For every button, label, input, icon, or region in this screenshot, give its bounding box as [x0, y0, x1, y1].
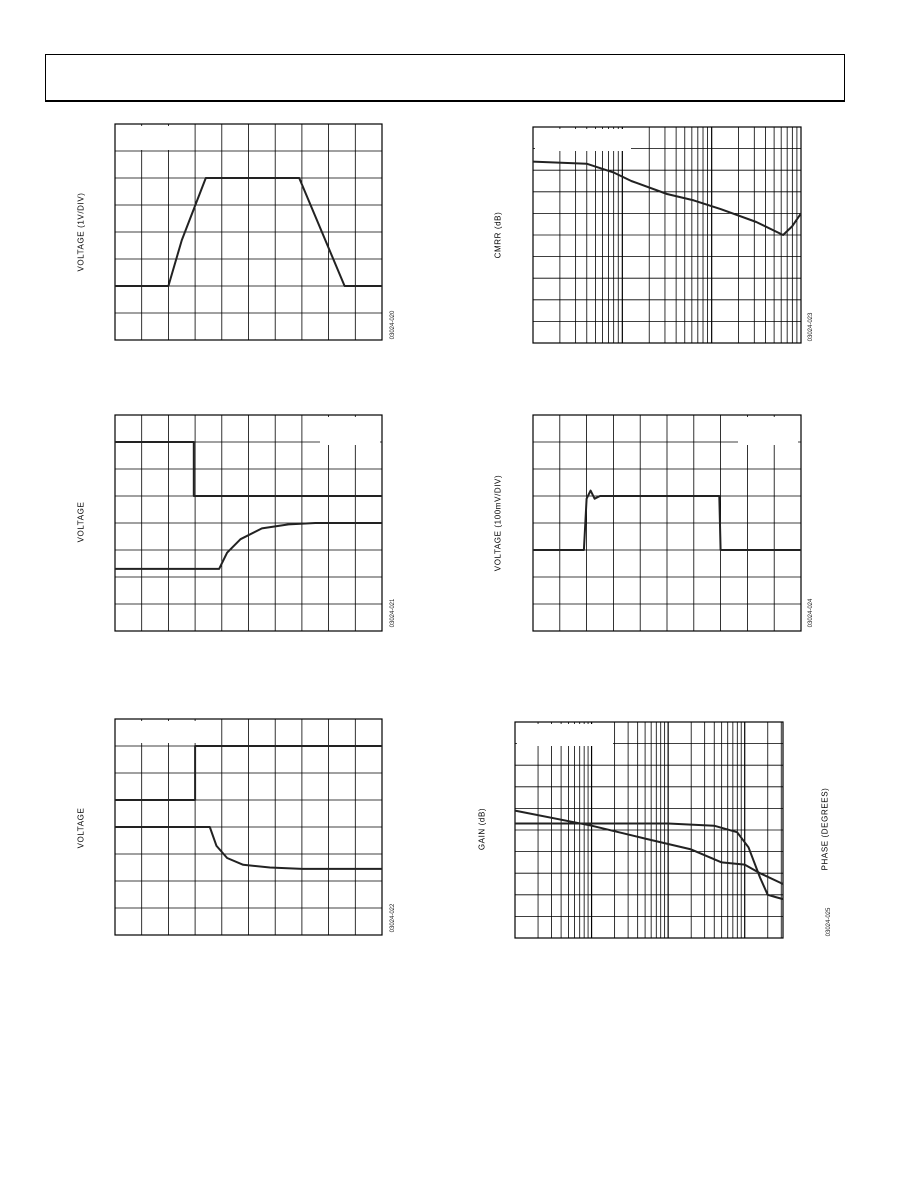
figure-id: 03024-021: [390, 598, 396, 628]
figure-id: 03024-024: [808, 598, 814, 628]
y-axis-label: GAIN (dB): [477, 807, 487, 851]
y-axis-label: VOLTAGE (1V/DIV): [76, 192, 86, 272]
figure-id: 03024-020: [390, 310, 396, 340]
figure-id: 03024-025: [826, 907, 832, 937]
y-axis-label-secondary: PHASE (DEGREES): [820, 787, 830, 871]
y-axis-label: VOLTAGE (100mV/DIV): [493, 474, 503, 572]
figure-id: 03024-023: [808, 312, 814, 342]
y-axis-label: CMRR (dB): [493, 211, 503, 259]
figure-id: 03024-022: [390, 903, 396, 933]
series-line-2: [515, 824, 783, 900]
y-axis-label: VOLTAGE: [76, 807, 86, 849]
y-axis-label: VOLTAGE: [76, 501, 86, 543]
plot-label-area: [517, 724, 613, 746]
